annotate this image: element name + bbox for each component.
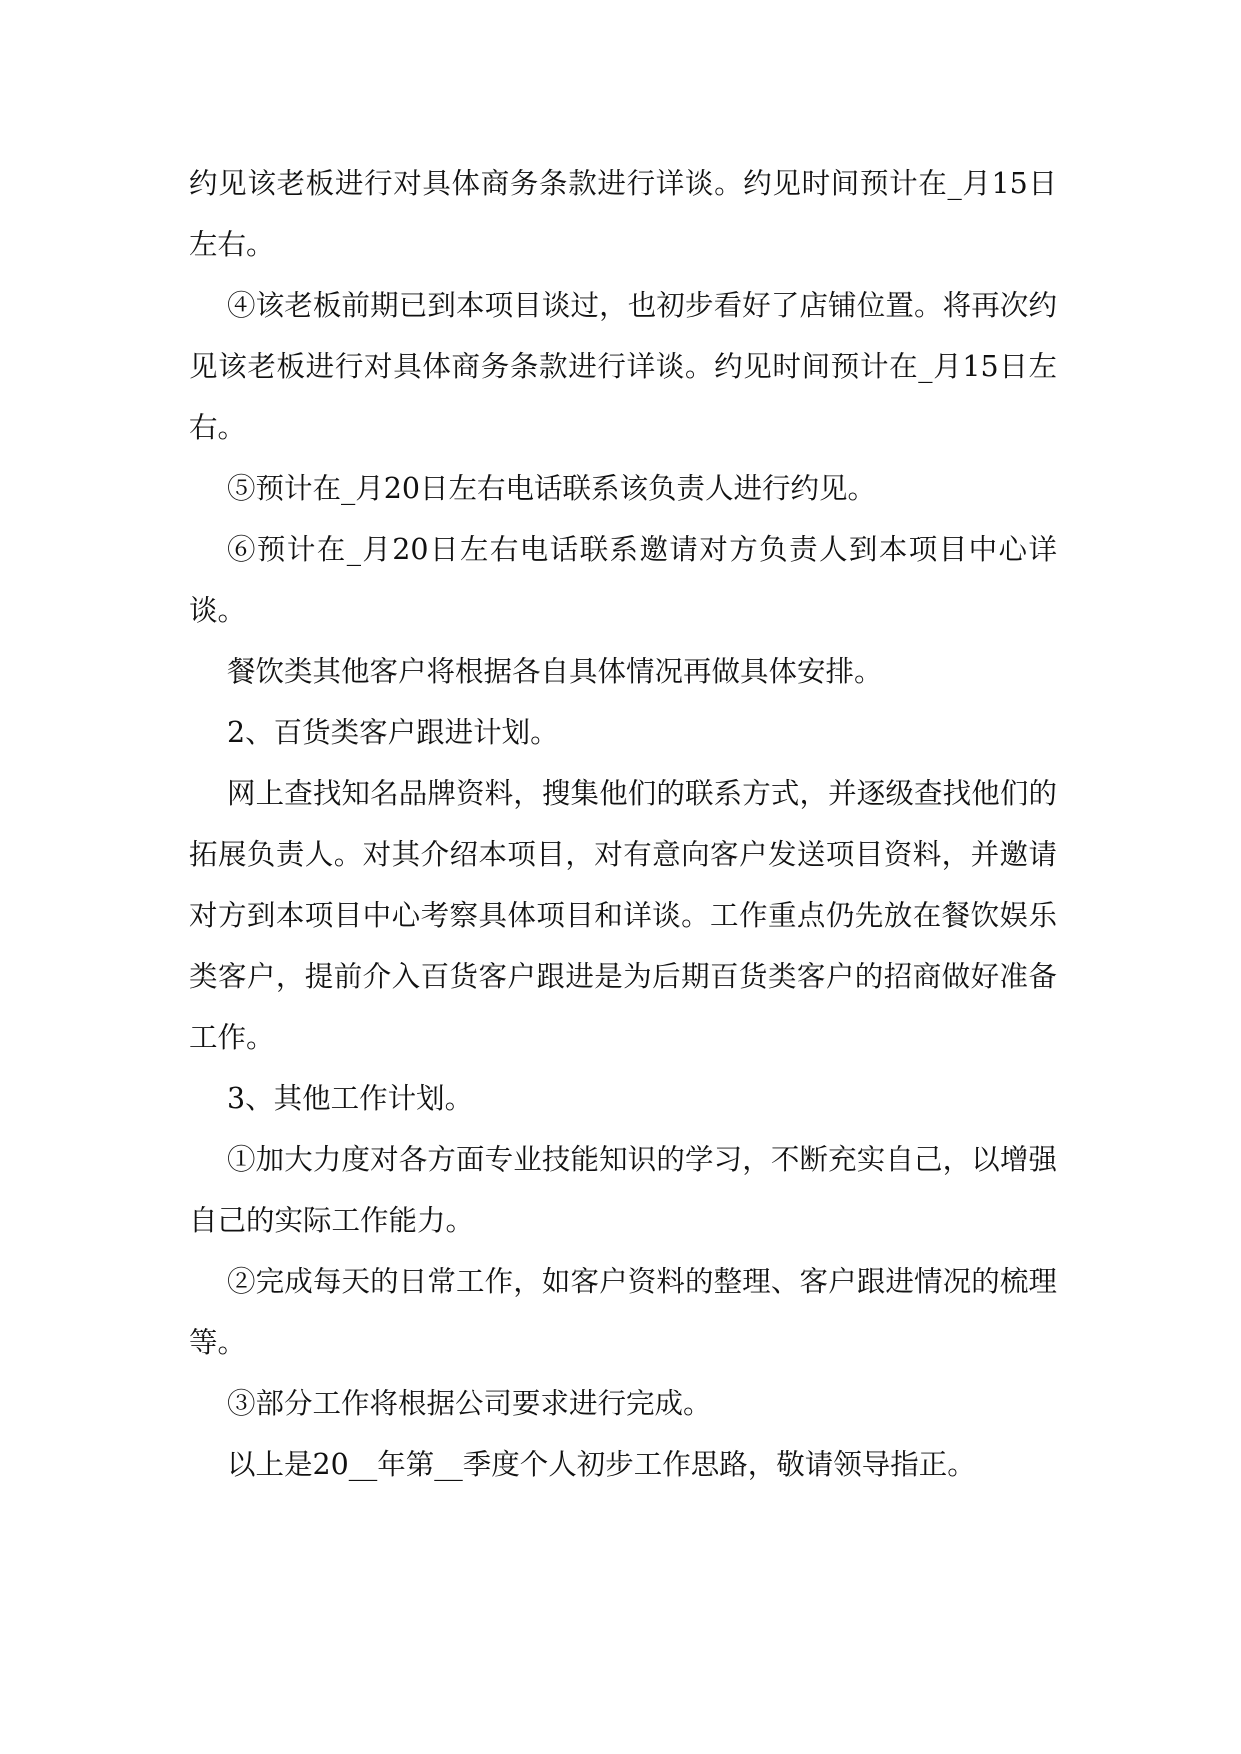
paragraph-5: 餐饮类其他客户将根据各自具体情况再做具体安排。 <box>227 655 883 688</box>
paragraph-2: ④该老板前期已到本项目谈过，也初步看好了店铺位置。将再次约见该老板进行对具体商务条款进行详谈。约见时间预计在_月15日左右。 <box>189 289 1057 444</box>
section-heading-2: 2、百货类客户跟进计划。 <box>227 716 559 749</box>
paragraph-4: ⑥预计在_月20日左右电话联系邀请对方负责人到本项目中心详谈。 <box>189 533 1057 627</box>
closing-paragraph: 以上是20__年第__季度个人初步工作思路，敬请领导指正。 <box>227 1448 976 1481</box>
paragraph-1: 约见该老板进行对具体商务条款进行详谈。约见时间预计在_月15日左右。 <box>189 167 1057 261</box>
paragraph-7: 网上查找知名品牌资料，搜集他们的联系方式，并逐级查找他们的拓展负责人。对其介绍本项目，对有意向客户发送项目资料，并邀请对方到本项目中心考察具体项目和详谈。工作重点仍先放在餐饮娱乐类客户，提前介入百货客户跟进是为后期百货类客户的招商做好准备工作。 <box>189 777 1057 1054</box>
paragraph-11: ③部分工作将根据公司要求进行完成。 <box>227 1387 712 1420</box>
document-body <box>189 153 1057 1495</box>
paragraph-9: ①加大力度对各方面专业技能知识的学习，不断充实自己，以增强自己的实际工作能力。 <box>189 1143 1057 1237</box>
paragraph-3: ⑤预计在_月20日左右电话联系该负责人进行约见。 <box>227 472 877 505</box>
section-heading-3: 3、其他工作计划。 <box>227 1082 474 1115</box>
paragraph-10: ②完成每天的日常工作，如客户资料的整理、客户跟进情况的梳理等。 <box>189 1265 1057 1359</box>
